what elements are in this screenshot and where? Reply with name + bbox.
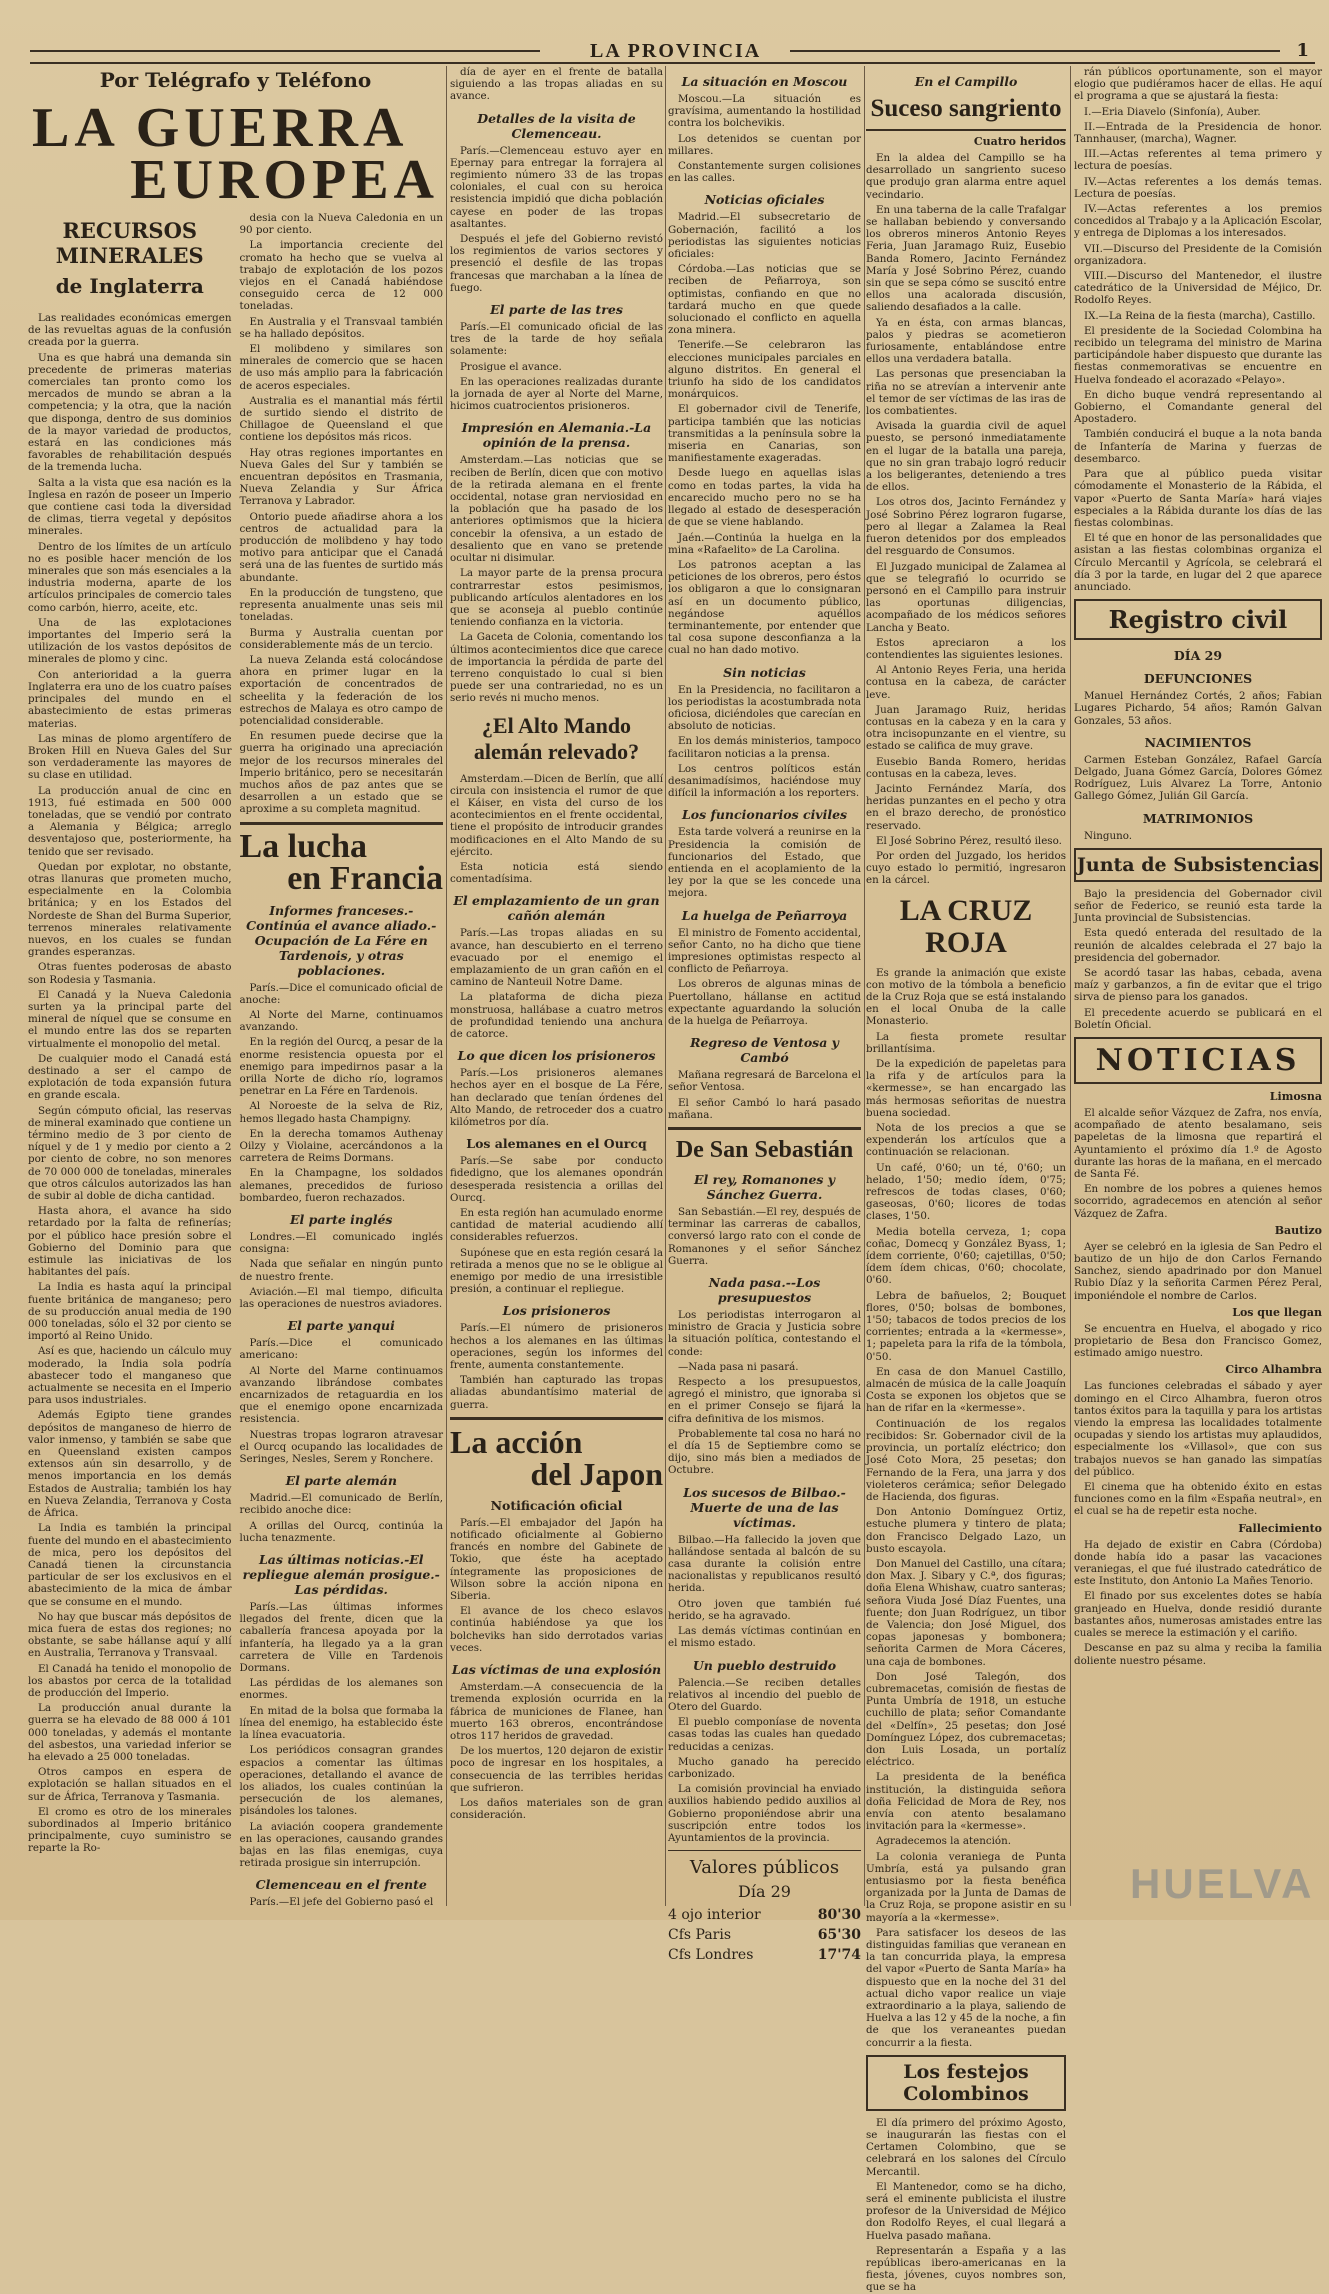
- paragraph: Estos apreciaron a los contendientes las siguientes lesiones.: [866, 636, 1066, 661]
- paragraph: En las operaciones realizadas durante la jornada de ayer al Norte del Marne, hicimos cuatrocientos prisioneros.: [450, 375, 663, 413]
- paragraph: Ayer se celebró en la iglesia de San Pedro el bautizo de un hijo de don Carlos Fernando Sanchez, siendo apadrinado por don Manuel Rubio Díaz y la señorita Carmen Pérez Peral, imponiéndole el nombre de Carlos.: [1074, 1240, 1322, 1302]
- paragraph: Desde luego en aquellas islas como en todas partes, la vida ha encarecido mucho pero no se ha llegado al estado de desesperación de que se viene hablando.: [668, 467, 861, 529]
- section-title: Los sucesos de Bilbao.-Muerte de una de las víctimas.: [683, 1484, 846, 1530]
- paragraph: Con anterioridad a la guerra Inglaterra era uno de los cuatro países principales del mundo en el abastecimiento de estas primeras materias.: [28, 668, 232, 730]
- paragraph: Constantemente surgen colisiones en las calles.: [668, 160, 861, 185]
- value-name: 4 ojo interior: [668, 1907, 761, 1924]
- paragraph: Al Noroeste de la selva de Riz, hemos llegado hasta Champigny.: [239, 1100, 443, 1125]
- paragraph: De los muertos, 120 dejaron de existir poco de ingresar en los hospitales, a consecuencia de las terribles heridas que sufrieron.: [450, 1745, 663, 1794]
- section-title: Sin noticias: [723, 664, 806, 680]
- paragraph: Respecto a los presupuestos, agregó el ministro, que ignoraba si en el primer Consejo se fijará la cifra definitiva de los mismos.: [668, 1376, 861, 1425]
- values-row: [668, 1925, 861, 1945]
- paragraph: Además Egipto tiene grandes depósitos de manganeso de hierro de valor inmenso, y también se sabe que en Queensland existen campos extensos aún sin desarrollo, y de menos importancia en los demás Estados de Australia; también los hay en Nueva Zelandia, Terranova y Costa de África.: [28, 1409, 232, 1520]
- section-title: Limosna: [1269, 1089, 1322, 1103]
- section-kicker: En el Campillo: [914, 74, 1018, 89]
- paragraph: El molibdeno y similares son minerales de comercio que se hacen de uso más amplio para la fabricación de aceros especiales.: [239, 343, 443, 392]
- paragraph: París.—Se sabe por conducto fidedigno, que los alemanes opondrán desesperada resistencia a orillas del Ourcq.: [450, 1155, 663, 1204]
- article-title: LA CRUZ ROJA: [899, 893, 1033, 959]
- article-title: Registro civil: [1074, 599, 1322, 640]
- section-title: El parte inglés: [290, 1212, 393, 1227]
- paragraph: La mayor parte de la prensa procura contrarrestar estos pesimismos, publicando artículos alentadores en los que se aconseja al pueblo continúe teniendo confianza en la victoria.: [450, 567, 663, 629]
- paragraph: El alcalde señor Vázquez de Zafra, nos envía, acompañado de atento besalamano, seis papeletas de la limosna que repartirá el Ayuntamiento el próximo día 1.º de Agosto durante las horas de la mañana, en el mercado de Santa Fé.: [1074, 1106, 1322, 1180]
- paragraph: Esta tarde volverá a reunirse en la Presidencia la comisión de funcionarios del Estado, que entienda en el acoplamiento de la ley por la que se les concede una mejora.: [668, 826, 861, 900]
- paragraph: II.—Entrada de la Presidencia de honor. Tannhauser, (marcha), Wagner.: [1074, 120, 1322, 146]
- paragraph: El precedente acuerdo se publicará en el Boletín Oficial.: [1074, 1006, 1322, 1031]
- article-title: La lucha: [239, 827, 368, 865]
- section-title: Un pueblo destruido: [692, 1657, 837, 1673]
- article-title: ¿El Alto Mando alemán relevado?: [473, 712, 640, 764]
- paragraph: Al Antonio Reyes Feria, una herida contusa en la cabeza, de carácter leve.: [866, 664, 1066, 701]
- paragraph: París.—El jefe del Gobierno pasó el: [249, 1896, 434, 1909]
- paragraph: Carmen Esteban González, Rafael García Delgado, Juana Gómez García, Dolores Gómez Rodríguez, Luis Alvarez La Torre, Antonio Gallego Gómez, Julián Gil García.: [1074, 753, 1322, 803]
- paragraph: Juan Jaramago Ruiz, heridas contusas en la cabeza y en la cara y otra incisopunzante en el vientre, su estado se califica de muy grave.: [866, 703, 1066, 753]
- paragraph: Continuación de los regalos recibidos: Sr. Gobernador civil de la provincia, un portalíz eléctrico; don José Coto Mora, 25 pesetas; don Fernando de la Fera, una jarra y dos violeteros cerámica; señor Delegado de Hacienda, dos figuras.: [866, 1417, 1066, 1503]
- section-title: El emplazamiento de un gran cañón alemán: [453, 893, 660, 924]
- paragraph: Para satisfacer los deseos de las distinguidas familias que veranean en la tan concurrida playa, la empresa del vapor «Puerto de Santa María» ha dispuesto que en la noche del 31 del actual dicho vapor realice un viaje extraordinario a la playa, saliendo de Huelva a las 12 y 45 de la noche, a fin de que los veraneantes puedan concurrir a la fiesta.: [866, 1926, 1066, 2049]
- values-row: [668, 1905, 861, 1925]
- column-2: [450, 66, 663, 1906]
- paragraph: Las funciones celebradas el sábado y ayer domingo en el Circo Alhambra, fueron otros tantos éxitos para la taquilla y para los artistas viendo la empresa las localidades totalmente ocupadas y siendo los artistas muy aplaudidos, especialmente los «Villasol», que con sus trabajos nuevos se han ganado las simpatías del público.: [1074, 1380, 1322, 1478]
- paragraph: Madrid.—El subsecretario de Gobernación, facilitó a los periodistas las siguientes noticias oficiales:: [668, 211, 861, 261]
- paragraph: Las minas de plomo argentífero de Broken Hill en Nueva Gales del Sur son verdaderamente las mayores de su clase en utilidad.: [28, 732, 232, 782]
- paragraph: Se acordó tasar las habas, cebada, avena maíz y garbanzos, a fin de evitar que el trigo sirva de pienso para los ganados.: [1074, 966, 1322, 1004]
- paragraph: Bilbao.—Ha fallecido la joven que hallándose sentada al balcón de su casa durante la colisión entre nacionalistas y republicanos resultó herida.: [668, 1533, 861, 1595]
- value-amount: 17'74: [817, 1947, 861, 1964]
- paragraph: Es grande la animación que existe con motivo de la tómbola a beneficio de la Cruz Roja que se está instalando en el local Onuba de la calle Monasterio.: [866, 966, 1066, 1028]
- col1-right: [240, 212, 444, 1912]
- column-rule: [665, 66, 666, 1906]
- paragraph: Palencia.—Se reciben detalles relativos al incendio del pueblo de Otero del Guardo.: [668, 1676, 861, 1713]
- paragraph: El pueblo componíase de noventa casas todas las cuales han quedado reducidas a cenizas.: [668, 1716, 861, 1753]
- column-rule: [446, 66, 447, 1906]
- paragraph: Esta noticia está siendo comentadísima.: [450, 860, 663, 886]
- paragraph: La producción anual durante la guerra se ha elevado de 88 000 á 101 000 toneladas, y además el montante del asbestos, una variedad inferior se ha elevado a 25 000 toneladas.: [28, 1702, 232, 1763]
- paragraph: En la Champagne, los soldados alemanes, precedidos de furioso bombardeo, fueron rechazados.: [239, 1167, 443, 1204]
- divider: [450, 1417, 663, 1420]
- paragraph: Manuel Hernández Cortés, 2 años; Fabian Lugares Pichardo, 54 años; Ramón Galvan Gonzales, 53 años.: [1074, 690, 1322, 727]
- article-subtitle: de Inglaterra: [55, 274, 204, 298]
- paragraph: En una taberna de la calle Trafalgar se hallaban bebiendo y conversando los obreros mineros Antonio Reyes Feria, Juan Jaramago Ruiz, Eusebio Banda Romero, Jacinto Fernández María y José Sobrino Pérez, cuando sin que se sepa cómo se suscitó entre ellos una acalorada discusión, saliendo desafiados a la calle.: [866, 203, 1066, 314]
- paragraph: Así es que, haciendo un cálculo muy moderado, la India sola podría abastecer todo el manganeso que actualmente se necesita en el Imperio para usos industriales.: [28, 1345, 232, 1407]
- paragraph: Media botella cerveza, 1; copa coñac, Domecq y González Byass, 1; ídem corriente, 0'60; cajetillas, 0'50; ídem ídem chicas, 0'60; chocolate, 0'60.: [866, 1225, 1066, 1287]
- value-amount: 65'30: [817, 1927, 861, 1944]
- paragraph: Lebra de bañuelos, 2; Bouquet flores, 0'50; bolsas de bombones, 1'50; tabacos de todos precios de los corrientes; entrada a la «kermesse», 1; papeleta para la rifa de la tómbola, 0'50.: [866, 1289, 1066, 1363]
- paragraph: Londres.—El comunicado inglés consigna:: [239, 1231, 443, 1256]
- masthead-bar: [30, 40, 1315, 64]
- paragraph: La fiesta promete resultar brillantísima.: [866, 1030, 1066, 1055]
- section-title: Regreso de Ventosa y Cambó: [690, 1035, 839, 1066]
- paragraph: Otras fuentes poderosas de abasto son Rodesia y Tasmania.: [28, 961, 232, 986]
- paragraph: Las personas que presenciaban la riña no se atrevían a intervenir ante el temor de ser víctimas de las iras de los combatientes.: [866, 368, 1066, 418]
- column-rule: [1070, 66, 1071, 1906]
- paragraph: El Juzgado municipal de Zalamea al que se telegrafió lo ocurrido se personó en el Campillo para instruir las oportunas diligencias, acompañado de los médicos señores Lancha y Beato.: [866, 560, 1066, 634]
- paragraph: rán públicos oportunamente, son el mayor elogio que pudiéramos hacer de ellas. He aquí el programa a que se ajustará la fiesta:: [1074, 66, 1322, 103]
- paragraph: La aviación coopera grandemente en las operaciones, causando grandes bajas en las filas enemigas, cuya retirada prosigue sin interrupción.: [239, 1820, 443, 1870]
- paragraph: En la aldea del Campillo se ha desarrollado un sangriento suceso que produjo gran alarma entre aquel vecindario.: [866, 152, 1066, 201]
- paragraph: La nueva Zelanda está colocándose ahora en primer lugar en la exportación de concentrados de scheelita y la federación de los estrechos de Malaya es otro campo de potencialidad considerable.: [239, 653, 443, 727]
- paragraph: La colonia veraniega de Punta Umbría, está ya pulsando gran entusiasmo por la fiesta benéfica organizada por la Junta de Damas de la Cruz Roja, se propone asistir en su mayoría a la «kermesse».: [866, 1850, 1066, 1924]
- paragraph: Ontorio puede añadirse ahora a los centros de actualidad para la producción de molibdeno y hay todo motivo para anticipar que el Canadá será una de las fuentes de surtido más abundante.: [239, 510, 443, 584]
- paragraph: Eusebio Banda Romero, heridas contusas en la cabeza, leves.: [866, 755, 1066, 780]
- newspaper-name: LA PROVINCIA: [590, 40, 762, 62]
- paragraph: La India es hasta aquí la principal fuente británica de manganeso; pero de su producción anual media de 190 000 toneladas, sólo el 32 por ciento se importó al Reino Unido.: [28, 1281, 232, 1343]
- paragraph: Jaén.—Continúa la huelga en la mina «Rafaelito» de La Carolina.: [668, 531, 861, 556]
- section-title: Lo que dicen los prisioneros: [457, 1048, 656, 1064]
- paragraph: Don Antonio Domínguez Ortiz, estuche plumera y tintero de plata; don Francisco Delgado Lazo, un busto escayola.: [866, 1506, 1066, 1555]
- values-row: [668, 1945, 861, 1965]
- paragraph: Los daños materiales son de gran consideración.: [450, 1796, 663, 1822]
- paragraph: Tenerife.—Se celebraron las elecciones municipales parciales en alguno distritos. En general el triunfo ha sido de los candidatos monárquicos.: [668, 339, 861, 401]
- paragraph: Se encuentra en Huelva, el abogado y rico propietario de Besa don Francisco Gomez, estimado amigo nuestro.: [1074, 1322, 1322, 1360]
- section-title: MATRIMONIOS: [1142, 810, 1254, 826]
- paragraph: El Canadá y la Nueva Caledonia surten ya la principal parte del mineral de níquel que se consume en el mundo entre las dos se reparten virtualmente el monopolio del metal.: [28, 988, 232, 1050]
- paragraph: Don José Talegón, dos cubremacetas, comisión de fiestas de Punta Umbría de 1918, un estuche cuchillo de plata; señor Comandante del «Delfín», 25 pesetas; don José Domínguez López, dos cubremacetas; don Luis Losada, un portalíz eléctrico.: [866, 1670, 1066, 1769]
- paragraph: El José Sobrino Pérez, resultó ileso.: [876, 834, 1062, 847]
- paragraph: Mañana regresará de Barcelona el señor Ventosa.: [668, 1069, 861, 1094]
- paragraph: En resumen puede decirse que la guerra ha originado una apreciación mejor de los recursos minerales del Imperio británico, pero se necesitarán muchos años de paz antes que se desarrollen a un estado que se aproxime a su completa magnitud.: [239, 730, 443, 816]
- paragraph: La India es también la principal fuente del mundo en el abastecimiento de mica, pero los depósitos del Canadá tienen la circunstancia particular de ser los exclusivos en el abastecimiento de la mica de ámbar que se consume en el mundo.: [28, 1522, 232, 1608]
- paragraph: Mucho ganado ha perecido carbonizado.: [668, 1755, 861, 1780]
- paragraph: La plataforma de dicha pieza monstruosa, hallábase a cuatro metros de profundidad teniendo una anchura de catorce.: [450, 991, 663, 1040]
- paragraph: IX.—La Reina de la fiesta (marcha), Castillo.: [1084, 309, 1316, 322]
- paragraph: Madrid.—El comunicado de Berlín, recibido anoche dice:: [239, 1492, 443, 1517]
- article-title: De San Sebastián: [675, 1137, 854, 1164]
- section-title: DEFUNCIONES: [1143, 671, 1253, 687]
- paragraph: Supónese que en esta región cesará la retirada a menos que no se le obligue al enemigo por medio de una irresistible presión, a continuar el repliegue.: [450, 1246, 663, 1296]
- archive-watermark: HUELVA: [1130, 1860, 1315, 1907]
- paragraph: San Sebastián.—El rey, después de terminar las carreras de caballos, conversó largo rato con el conde de Romanones y el señor Sánchez Guerra.: [668, 1206, 861, 1267]
- paragraph: También han capturado las tropas aliadas abundantísimo material de guerra.: [450, 1374, 663, 1411]
- paragraph: Nuestras tropas lograron atravesar el Ourcq ocupando las localidades de Seringes, Nesles, Serem y Ronchere.: [239, 1428, 443, 1466]
- paragraph: III.—Actas referentes al tema primero y lectura de poesías.: [1074, 148, 1322, 173]
- paragraph: Nada que señalar en ningún punto de nuestro frente.: [239, 1258, 443, 1283]
- paragraph: París.—Los prisioneros alemanes hechos ayer en el bosque de La Fére, han declarado que tenían órdenes del Alto Mando, de retroceder dos a cuatro kilómetros por día.: [450, 1067, 663, 1128]
- paragraph: Burma y Australia cuentan por considerablemente más de un tercio.: [239, 626, 443, 651]
- paragraph: Australia es el manantial más fértil de surtido siendo el distrito de Chillagoe de Queensland el que contiene los depósitos más ricos.: [239, 394, 443, 444]
- paragraph: El ministro de Fomento accidental, señor Canto, no ha dicho que tiene impresiones optimistas respecto al conflicto de Peñarroya.: [668, 926, 861, 976]
- article-subtitle: Notificación oficial: [490, 1497, 623, 1513]
- article-title: RECURSOS MINERALES: [55, 218, 204, 268]
- paragraph: Ya en ésta, con armas blancas, palos y piedras se acometieron furiosamente, entablándose entre ellos una verdadera batalla.: [866, 316, 1066, 366]
- col1-left: [28, 212, 232, 1912]
- paragraph: París.—Dice el comunicado oficial de anoche:: [239, 981, 443, 1006]
- article-title: Suceso sangriento: [866, 93, 1066, 131]
- paragraph: La Gaceta de Colonia, comentando los últimos acontecimientos dice que carece de importancia la pérdida de parte del terreno conquistado lo cual si bien puede ser una contrariedad, no es un serio revés ni mucho menos.: [450, 631, 663, 705]
- section-title: Los alemanes en el Ourcq: [466, 1136, 647, 1152]
- value-name: Cfs Paris: [668, 1927, 732, 1944]
- paragraph: Amsterdam.—A consecuencia de la tremenda explosión ocurrida en la fábrica de municiones de Flanee, han muerto 163 obreros, encontrándose otros 117 heridos de gravedad.: [450, 1681, 663, 1742]
- paragraph: Un café, 0'60; un té, 0'60; un helado, 1'50; medio ídem, 0'75; refrescos de todas clases, 0'60; gaseosas, 0'60; licores de todas clases, 1'50.: [866, 1161, 1066, 1223]
- paragraph: Salta a la vista que esa nación es la Inglesa en razón de poseer un Imperio que contiene casi toda la diversidad de climas, tierra vegetal y depósitos minerales.: [28, 476, 232, 538]
- article-title: Los festejos Colombinos: [866, 2055, 1066, 2111]
- section-title: Clemenceau en el frente: [255, 1877, 427, 1893]
- paragraph: Bajo la presidencia del Gobernador civil señor de Federico, se reunió esta tarde la Junta provincial de Subsistencias.: [1074, 887, 1322, 925]
- paragraph: IV.—Actas referentes a los premios concedidos al Trabajo y a la Aplicación Escolar, y entrega de Diplomas a los interesados.: [1074, 203, 1322, 240]
- paragraph: El cinema que ha obtenido éxito en estas funciones como en la film «España neutral», en el cual se ha de repetir esta noche.: [1074, 1481, 1323, 1518]
- paragraph: Descanse en paz su alma y reciba la familia doliente nuestro pésame.: [1074, 1642, 1322, 1667]
- section-title: Las últimas noticias.-El repliegue alemán prosigue.-Las pérdidas.: [242, 1552, 440, 1598]
- paragraph: Los otros dos, Jacinto Fernández y José Sobrino Pérez lograron fugarse, pero al llegar a Zalamea la Real fueron detenidos por dos empleados del resguardo de Consumos.: [866, 496, 1066, 558]
- masthead-rule-right: [790, 50, 1280, 52]
- paragraph: Ha dejado de existir en Cabra (Córdoba) donde había ido a pasar las vacaciones veraniegas, el que fué ilustrado catedrático de este Instituto, don Antonio La Mañes Tenorio.: [1074, 1538, 1322, 1588]
- paragraph: También conducirá el buque a la nota banda de Infantería de Marina y fuerzas de desembarco.: [1074, 428, 1322, 465]
- section-title: Las víctimas de una explosión: [451, 1662, 662, 1678]
- section-title: Los funcionarios civiles: [681, 807, 848, 823]
- column-4: [866, 66, 1066, 2294]
- paragraph: —Nada pasa ni pasará.: [678, 1360, 799, 1373]
- paragraph: París.—El comunicado oficial de las tres de la tarde de hoy señala solamente:: [450, 321, 663, 358]
- section-title: Circo Alhambra: [1225, 1363, 1322, 1377]
- paragraph: Los patronos aceptan a las peticiones de los obreros, pero éstos los obligaron a que lo consignaran así en un documento público, negándose aquéllos terminantemente, por entender que tal cosa supone desconfianza a la cual no han dado motivo.: [668, 558, 861, 657]
- article-title: del Japon: [530, 1455, 663, 1492]
- paragraph: Córdoba.—Las noticias que se reciben de Peñarroya, son optimistas, confiando en que no tardará mucho en que quede solucionado el conflicto en aquella zona minera.: [668, 263, 861, 337]
- section-title: La huelga de Peñarroya: [681, 907, 848, 923]
- paragraph: Ninguno.: [1084, 829, 1133, 842]
- paragraph: París.—Las tropas aliadas en su avance, han descubierto en el terreno evacuado por el enemigo el emplazamiento de un gran cañón en el camino de Nanteuil Notre Dame.: [450, 927, 663, 989]
- paragraph: Una es que habrá una demanda sin precedente de primeras materias comerciales tan pronto como los mercados de mundo se abran a la competencia; y la otra, que la nación que disponga, dentro de sus dominios de la mayor variedad de productos, estará en las condiciones más favorables de rehabilitación después de la tremenda lucha.: [28, 351, 232, 474]
- paragraph: día de ayer en el frente de batalla siguiendo a las tropas aliadas en su avance.: [450, 66, 663, 103]
- paragraph: París.—El embajador del Japón ha notificado oficialmente al Gobierno francés en nombre del Gabinete de Tokio, que éste ha aceptado íntegramente las proposiciones de Wilson sobre la acción nipona en Siberia.: [450, 1516, 663, 1603]
- paragraph: Avisada la guardia civil de aquel puesto, se personó inmediatamente en el lugar de la batalla una pareja, que no sin gran trabajo logró reducir a los beligerantes, deteniendo a tres de ellos.: [866, 420, 1066, 494]
- paragraph: Representarán a España y a las repúblicas ibero-americanas en la fiesta, jóvenes, cuyos nombres son, que se ha: [866, 2244, 1066, 2294]
- paragraph: Por orden del Juzgado, los heridos cuyo estado lo permitió, ingresaron en la cárcel.: [866, 849, 1066, 887]
- section-title: NACIMIENTOS: [1144, 734, 1252, 750]
- paragraph: El señor Cambó lo hará pasado mañana.: [668, 1096, 861, 1121]
- paragraph: Al Norte del Marne, continuamos avanzando.: [239, 1008, 443, 1034]
- section-title: Detalles de la visita de Clemenceau.: [477, 110, 636, 141]
- paragraph: Las demás víctimas continúan en el mismo estado.: [668, 1625, 861, 1650]
- paragraph: París.—Las últimas informes llegados del frente, dicen que la caballería francesa apoyada por la infantería, ha llegado ya a la gran carretera de Ville en Tardenois Dormans.: [239, 1601, 443, 1675]
- paragraph: desia con la Nueva Caledonia en un 90 por ciento.: [239, 212, 443, 237]
- article-title: La acción: [450, 1423, 583, 1460]
- section-title: Los prisioneros: [502, 1303, 611, 1319]
- paragraph: De cualquier modo el Canadá está destinado a ser el campo de explotación de toda expansión futura en grande escala.: [28, 1052, 232, 1102]
- paragraph: Probablemente tal cosa no hará no el día 15 de Septiembre como se dijo, sino más bien a mediados de Octubre.: [668, 1427, 861, 1477]
- paragraph: Otros campos en espera de explotación se hallan situados en el sur de África, Terranova y Tasmania.: [28, 1766, 232, 1803]
- article-subtitle: Cuatro heridos: [973, 135, 1066, 148]
- section-title: El parte alemán: [285, 1473, 397, 1489]
- column-rule: [864, 66, 865, 1906]
- divider: [668, 1127, 861, 1130]
- paragraph: Para que al público pueda visitar cómodamente el Monasterio de la Rábida, el vapor «Puerto de Santa María» hará viajes especiales a la Rábida durante los días de las fiestas colombinas.: [1074, 468, 1322, 529]
- paragraph: Jacinto Fernández María, dos heridas punzantes en el pecho y otra en el brazo derecho, de pronóstico reservado.: [866, 782, 1066, 832]
- column-3: [668, 66, 861, 1964]
- paragraph: Los periodistas interrogaron al ministro de Gracia y Justicia sobre la situación política, contestando el conde:: [668, 1309, 861, 1358]
- section-title: Impresión en Alemania.-La opinión de la prensa.: [461, 420, 652, 451]
- paragraph: París.—El número de prisioneros hechos a los alemanes en las últimas operaciones, según los informes del frente, aumenta constantemente.: [450, 1322, 663, 1372]
- paragraph: Según cómputo oficial, las reservas de mineral examinado que contiene un término medio de 3 por ciento de níquel y de 1 y medio por ciento a 2 por ciento de cobre, no son menores de 70 000 000 de toneladas, minerales que otros cálculos autorizados las han de subir al doble de dicha cantidad.: [28, 1104, 232, 1203]
- section-title: El parte de las tres: [490, 302, 623, 318]
- paragraph: Aviación.—El mal tiempo, dificulta las operaciones de nuestros aviadores.: [239, 1285, 443, 1311]
- paragraph: Quedan por explotar, no obstante, otras llanuras que prometen mucho, especialmente en la Colombia británica; y en los Estados del Nordeste de Shan del Burma Superior, terrenos minerales relativamente nuevos, en los cuales se fundan grandes esperanzas.: [28, 860, 232, 959]
- paragraph: Don Manuel del Castillo, una cítara; don Max. J. Sibary y C.ª, dos figuras; doña Elena Whishaw, cuatro santeras; señora Viuda José Díaz Fuentes, una fuente; don Juan Rodríguez, un tibor de Valencia; don José Miguel, dos copas japonesas y bombonera; señorita Carmen de Mora Cáceres, una caja de bombones.: [866, 1557, 1066, 1668]
- column-5: [1074, 66, 1322, 1906]
- paragraph: París.—Dice el comunicado americano:: [239, 1337, 443, 1362]
- paragraph: Después el jefe del Gobierno revistó los regimientos de varios sectores y presenció el desfile de las tropas francesas que marchaban a la línea de fuego.: [450, 233, 663, 294]
- paragraph: Agradecemos la atención.: [876, 1835, 1012, 1848]
- paragraph: En la derecha tomamos Authenay Oilzy y Violaine, acercándonos a la carretera de Reims Dormans.: [239, 1127, 443, 1165]
- paragraph: VII.—Discurso del Presidente de la Comisión organizadora.: [1074, 242, 1322, 267]
- headline-line-2: EUROPEA: [130, 149, 439, 211]
- section-title: Noticias oficiales: [704, 192, 825, 208]
- paragraph: El Mantenedor, como se ha dicho, será el eminente publicista el ilustre profesor de la Universidad de Méjico don Rodolfo Reyes, el cual llegará a Huelva pasado mañana.: [866, 2180, 1066, 2242]
- paragraph: Los obreros de algunas minas de Puertollano, hállanse en actitud expectante aguardando la solución de la huelga de Peñarroya.: [668, 978, 861, 1027]
- paragraph: El Canadá ha tenido el monopolio de los abastos por cerca de la totalidad de producción del Imperio.: [28, 1662, 232, 1699]
- paragraph: París.—Clemenceau estuvo ayer en Epernay para entregar la forrajera al regimiento número 33 de las tropas coloniales, el cual con su heroica resistencia impidió que dicha población cayese en poder de las tropas asaltantes.: [450, 144, 663, 230]
- value-name: Cfs Londres: [668, 1947, 754, 1964]
- paragraph: A orillas del Ourcq, continúa la lucha tenazmente.: [239, 1519, 443, 1544]
- paragraph: Amsterdam.—Dicen de Berlín, que allí circula con insistencia el rumor de que el Káiser, en vista del curso de los acontecimientos en el frente occidental, tiene el propósito de introducir grandes modificaciones en el Alto Mando de su ejército.: [450, 772, 663, 858]
- paragraph: La comisión provincial ha enviado auxilios habiendo pedido auxilios al Gobierno proponiéndose abrir una suscripción entre todos los Ayuntamientos de la provincia.: [668, 1783, 861, 1844]
- article-title: en Francia: [287, 859, 443, 897]
- paragraph: El avance de los checo eslavos continúa habiéndose ya que los bolcheviks han sido derrotados varias veces.: [450, 1605, 663, 1654]
- paragraph: Otro joven que también fué herido, se ha agravado.: [668, 1597, 861, 1622]
- paragraph: Prosigue el avance.: [460, 360, 562, 373]
- paragraph: Las pérdidas de los alemanes son enormes.: [239, 1677, 443, 1702]
- paragraph: Hay otras regiones importantes en Nueva Gales del Sur y también se encuentran depósitos en Trasmania, Nueva Zelandia y Sur África Terranova y Labrador.: [239, 446, 443, 508]
- registro-date: DÍA 29: [1173, 648, 1223, 664]
- article-subtitle: El rey, Romanones y Sánchez Guerra.: [693, 1172, 836, 1203]
- paragraph: Los centros políticos están desanimadísimos, haciéndose muy difícil la información a los reporters.: [668, 762, 861, 800]
- page-number: 1: [1296, 40, 1309, 61]
- section-title: El parte yanqui: [287, 1318, 395, 1334]
- divider: [240, 822, 444, 825]
- paragraph: Dentro de los límites de un artículo no es posible hacer mención de los minerales que son más esenciales a la industria moderna, aparte de los artículos principales de comercio tales como carbón, hierro, aceite, etc.: [28, 540, 232, 614]
- headline-line-1: LA GUERRA: [32, 97, 409, 159]
- paragraph: La presidenta de la benéfica institución, la distinguida señora doña Felicidad de Mora de Rey, nos envía con atento besalamano invitación para la «kermesse».: [866, 1771, 1066, 1833]
- paragraph: En dicho buque vendrá representando al Gobierno, el Comandante general del Apostadero.: [1074, 388, 1322, 426]
- paragraph: El presidente de la Sociedad Colombina ha recibido un telegrama del ministro de Marina participándole haber dispuesto que durante las fiestas conmemorativas se encuentre en Huelva fondeado el acorazado «Pelayo».: [1074, 324, 1322, 386]
- column-1: [28, 66, 443, 1912]
- values-title: Valores públicos: [689, 1857, 840, 1879]
- paragraph: El finado por sus excelentes dotes se había granjeado en Huelva, donde residió durante bastantes años, numerosas amistades entre las cuales se merece la estimación y el cariño.: [1074, 1590, 1322, 1640]
- paragraph: VIII.—Discurso del Mantenedor, el ilustre catedrático de la Universidad de Méjico, Dr. Rodolfo Reyes.: [1074, 270, 1322, 307]
- paragraph: Nota de los precios a que se expenderán los artículos que a continuación se relacionan.: [866, 1122, 1066, 1159]
- paragraph: En mitad de la bolsa que formaba la línea del enemigo, ha establecido éste la línea evacuatoria.: [239, 1704, 443, 1742]
- paragraph: El cromo es otro de los minerales subordinados al Imperio británico principalmente, cuyo suministro se reparte la Ro-: [28, 1805, 232, 1855]
- section-title: Los que llegan: [1232, 1305, 1322, 1319]
- article-title: NOTICIAS: [1074, 1037, 1322, 1084]
- section-title: Fallecimiento: [1238, 1521, 1322, 1535]
- article-title: Junta de Subsistencias: [1074, 848, 1322, 882]
- paragraph: En casa de don Manuel Castillo, almacén de música de la calle Joaquín Costa se exponen los objetos que se han de rifar en la «kermesse».: [866, 1365, 1066, 1415]
- masthead-rule-left: [30, 50, 540, 52]
- divider: [668, 1850, 861, 1851]
- paragraph: En Australia y el Transvaal también se ha hallado depósitos.: [239, 315, 443, 340]
- values-table: [668, 1905, 861, 1965]
- paragraph: De la expedición de papeletas para la rifa y de artículos para la «kermesse», se han encargado las más hermosas señoritas de nuestra buena sociedad.: [866, 1058, 1066, 1119]
- paragraph: En la región del Ourcq, a pesar de la enorme resistencia opuesta por el enemigo para impedirnos pasar a la orilla Norte de dicho río, logramos penetrar en La Fére en Tardenois.: [239, 1036, 443, 1098]
- paragraph: En la producción de tungsteno, que representa anualmente unas seis mil toneladas.: [239, 586, 443, 624]
- section-title: La situación en Moscou: [681, 74, 848, 89]
- paragraph: Los detenidos se cuentan por millares.: [668, 132, 861, 157]
- paragraph: El té que en honor de las personalidades que asistan a las fiestas colombinas organiza el Círculo Mercantil y Agrícola, se celebrará el día 3 por la tarde, en lugar del 2 que aparece anunciado.: [1074, 532, 1322, 593]
- paragraph: La importancia creciente del cromato ha hecho que se vuelva al trabajo de explotación de los pozos viejos en el Canadá habiéndose conseguido cerca de 12 000 toneladas.: [239, 239, 443, 313]
- paragraph: Hasta ahora, el avance ha sido retardado por la falta de refinerías; por el público hace presión sobre el Gobierno del Dominio para que estimule las iniciativas de los habitantes del país.: [28, 1205, 232, 1279]
- paragraph: Las realidades económicas emergen de las revueltas aguas de la confusión creada por la guerra.: [28, 312, 232, 349]
- paragraph: I.—Eria Diavelo (Sinfonía), Auber.: [1084, 105, 1261, 118]
- paragraph: No hay que buscar más depósitos de mica fuera de estas dos regiones; no obstante, se sabe hállanse aquí y allí en Australia, Terranova y Transvaal.: [28, 1610, 232, 1660]
- value-amount: 80'30: [817, 1907, 861, 1924]
- paragraph: Amsterdam.—Las noticias que se reciben de Berlín, dicen que con motivo de la retirada alemana en el frente occidental, notase gran nerviosidad en la población que ha pasado de los anteriores optimismos que la hiciera concebir la ofensiva, a un estado de desaliento que en vano se pretende ocultar ni disimular.: [450, 454, 663, 565]
- paragraph: Moscou.—La situación es gravísima, aumentando la hostilidad contra los bolchevikis.: [668, 93, 861, 130]
- values-date: Día 29: [738, 1882, 791, 1902]
- paragraph: Al Norte del Marne continuamos avanzando librándose combates encarnizados de retaguardia en los que el enemigo opone encarnizada resistencia.: [239, 1364, 443, 1426]
- section-title: Nada pasa.--Los presupuestos: [708, 1275, 821, 1306]
- paragraph: Los periódicos consagran grandes espacios a comentar las últimas operaciones, detallando el avance de los aliados, los cuales continúan la persecución de los alemanes, pisándoles los talones.: [239, 1744, 443, 1818]
- paragraph: En esta región han acumulado enorme cantidad de material acudiendo allí considerables refuerzos.: [450, 1207, 663, 1244]
- paragraph: El día primero del próximo Agosto, se inaugurarán las fiestas con el Certamen Colombino, que se celebrará en los salones del Círculo Mercantil.: [866, 2116, 1066, 2178]
- paragraph: En nombre de los pobres a quienes hemos socorrido, agradecemos en atención al señor Vázquez de Zafra.: [1074, 1183, 1322, 1220]
- paragraph: Una de las explotaciones importantes del Imperio será la utilización de los vastos depósitos de minerales de plomo y cinc.: [28, 616, 232, 666]
- paragraph: La producción anual de cinc en 1913, fué estimada en 500 000 toneladas, que se vendió por contrato a Alemania y Bélgica; arreglo desventajoso que, posteriormente, ha tenido que ser revisado.: [28, 784, 232, 858]
- paragraph: IV.—Actas referentes a los demás temas. Lectura de poesías.: [1074, 175, 1322, 200]
- section-kicker: Por Telégrafo y Teléfono: [99, 68, 372, 92]
- paragraph: En los demás ministerios, tampoco facilitaron noticias a la prensa.: [668, 735, 861, 760]
- section-title: Bautizo: [1274, 1223, 1322, 1237]
- paragraph: El gobernador civil de Tenerife, participa también que las noticias transmitidas a la península sobre la miseria en Canarias, son manifiestamente exageradas.: [668, 403, 861, 465]
- paragraph: Esta quedó enterada del resultado de la reunión de alcaldes celebrada el 27 bajo la presidencia del gobernador.: [1074, 927, 1322, 964]
- paragraph: En la Presidencia, no facilitaron a los periodistas la acostumbrada nota oficiosa, diciéndoles que carecían en absoluto de noticias.: [668, 683, 861, 733]
- article-subtitle: Informes franceses.-Continúa el avance aliado.-Ocupación de La Fére en Tardenois, y otras poblaciones.: [246, 902, 437, 978]
